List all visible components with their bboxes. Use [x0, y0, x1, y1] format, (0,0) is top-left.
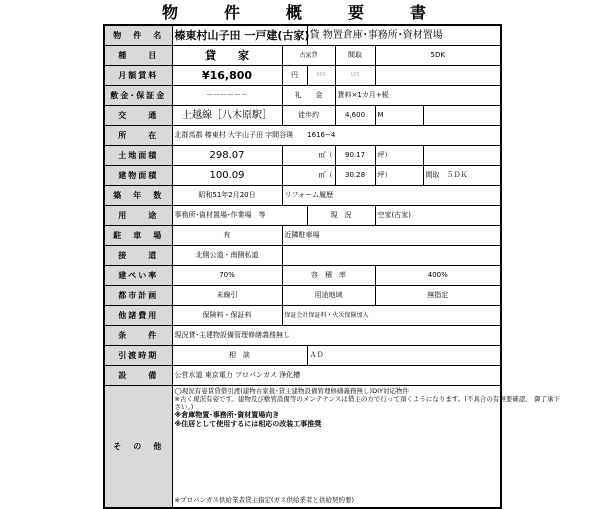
row-property-name	[104, 25, 501, 46]
status-label: 現 況	[307, 206, 375, 226]
label-address: 所 在	[104, 126, 172, 146]
key-money-value: 賃料×1カ月+税	[335, 86, 501, 106]
walk-label: 徒歩約	[282, 106, 335, 126]
building-area-unit: ㎡（	[282, 166, 335, 186]
building-tsubo: 30.28	[335, 166, 375, 186]
building-layout-label: 間取	[425, 171, 440, 179]
row-access	[104, 106, 501, 126]
far-label: 容 積 率	[282, 266, 375, 286]
row-use	[104, 206, 501, 226]
row-facilities	[104, 366, 501, 386]
building-area: 100.09	[172, 166, 282, 186]
land-tsubo-unit: 坪）	[375, 146, 423, 166]
label-land-area: 土地面積	[104, 146, 172, 166]
label-other-costs: 他諸費用	[104, 306, 172, 326]
zone-label: 用途地域	[282, 286, 375, 306]
row-coverage	[104, 266, 501, 286]
building-layout-value: ５ＤＫ	[446, 171, 468, 179]
label-deposit: 敷金･保証金	[104, 86, 172, 106]
property-type: 貸 家	[172, 46, 282, 66]
building-layout	[423, 166, 501, 186]
row-land-area	[104, 146, 501, 166]
row-other-costs	[104, 306, 501, 326]
rent-unit: 円	[282, 66, 307, 86]
walk-unit: M	[375, 106, 423, 126]
others-notes	[172, 386, 560, 509]
land-area: 298.07	[172, 146, 282, 166]
far-value: 400%	[375, 266, 501, 286]
label-others: そ の 他	[104, 386, 172, 509]
row-conditions	[104, 326, 501, 346]
document-title: 物 件 概 要 書	[161, 3, 441, 22]
built-date: 昭和51年2月20日	[172, 186, 282, 206]
label-facilities: 設 備	[104, 366, 172, 386]
layout-value: 5DK	[375, 46, 501, 66]
reform-history: リフォーム履歴	[282, 186, 501, 206]
use-value: 事務所･資材置場･作業場 等	[172, 206, 307, 226]
note-line: さい。)	[174, 403, 194, 411]
zone-value: 無指定	[375, 286, 501, 306]
parking-value: 有	[172, 226, 282, 246]
row-address	[104, 126, 501, 146]
label-planning: 都市計画	[104, 286, 172, 306]
row-planning	[104, 286, 501, 306]
property-name: 榛東村山子田 一戸建(古家)	[172, 25, 307, 46]
row-type	[104, 46, 501, 66]
label-conditions: 条 件	[104, 326, 172, 346]
row-road	[104, 246, 501, 266]
rent-faint-1: 565	[307, 66, 335, 86]
note-line: ※古く現況有姿です。建物及び敷管設備等のメンテナンスは借主の方で行って頂くようになります。(不具合の有無要確認、 御了承下	[174, 395, 560, 403]
label-built: 築 年 数	[104, 186, 172, 206]
row-building-area	[104, 166, 501, 186]
label-coverage: 建ぺい率	[104, 266, 172, 286]
deposit-value: －－－－－－	[172, 86, 282, 106]
building-tsubo-unit: 坪）	[375, 166, 423, 186]
note-propane: ※プロパンガス供給業者貸主指定(ガス供給業者と供給契約要)	[174, 496, 355, 504]
land-tsubo: 90.17	[335, 146, 375, 166]
row-parking	[104, 226, 501, 246]
note-bold-line: ※倉庫物置･事務所･資材置場向き	[174, 411, 280, 419]
planning-value: 未線引	[172, 286, 282, 306]
coverage-value: 70%	[172, 266, 282, 286]
note-bold-line: ※住居として使用するには相応の改装工事推奨	[174, 420, 322, 428]
walk-distance: 4,600	[335, 106, 375, 126]
road-value: 北側公道・南側私道	[172, 246, 282, 266]
label-access: 交 通	[104, 106, 172, 126]
key-money-label: 礼 金	[282, 86, 335, 106]
handover-value: 相 談	[172, 346, 307, 366]
facilities-value: 公営水道 東京電力 プロパンガス 浄化槽	[172, 366, 501, 386]
row-others	[104, 386, 501, 509]
ad-note: ＡＤ	[307, 346, 501, 366]
label-use: 用 途	[104, 206, 172, 226]
row-handover	[104, 346, 501, 366]
address: 北群馬郡 榛東村 大字山子田 字間谷瑛 1616−4	[172, 126, 501, 146]
label-building-area: 建物面積	[104, 166, 172, 186]
land-area-unit: ㎡（	[282, 146, 335, 166]
note-line: ◯現況有姿賃貸借引渡(建物古家扱･貸主建物設備管理修繕義務無し)DIY対応物件	[174, 387, 409, 395]
property-summary-sheet	[103, 3, 560, 504]
rent-faint-2: 105	[335, 66, 375, 86]
conditions-value: 現況貸･主建物設備管理修繕義務無し	[172, 326, 501, 346]
notes-content	[174, 387, 560, 507]
label-rent: 月額賃料	[104, 66, 172, 86]
label-type: 種 目	[104, 46, 172, 66]
row-rent	[104, 66, 501, 86]
property-use-summary: 貸 物置倉庫･事務所･資材置場	[307, 25, 501, 46]
monthly-rent: ¥16,800	[172, 66, 282, 86]
property-subtype: 古家貸	[282, 46, 335, 66]
status-value: 空家(古家)	[375, 206, 501, 226]
station: 上越線［八木原駅］	[172, 106, 282, 126]
label-road: 接 道	[104, 246, 172, 266]
parking-note: 近隣駐車場	[282, 226, 501, 246]
label-parking: 駐 車 場	[104, 226, 172, 246]
other-costs-note: 保証会社保証料・火災保険加入	[282, 306, 501, 326]
row-deposit	[104, 86, 501, 106]
layout-label: 間取	[335, 46, 375, 66]
row-built	[104, 186, 501, 206]
label-handover: 引渡時期	[104, 346, 172, 366]
property-table	[103, 24, 560, 509]
label-property-name: 物 件 名	[104, 25, 172, 46]
other-costs-value: 保険料・保証料	[172, 306, 282, 326]
